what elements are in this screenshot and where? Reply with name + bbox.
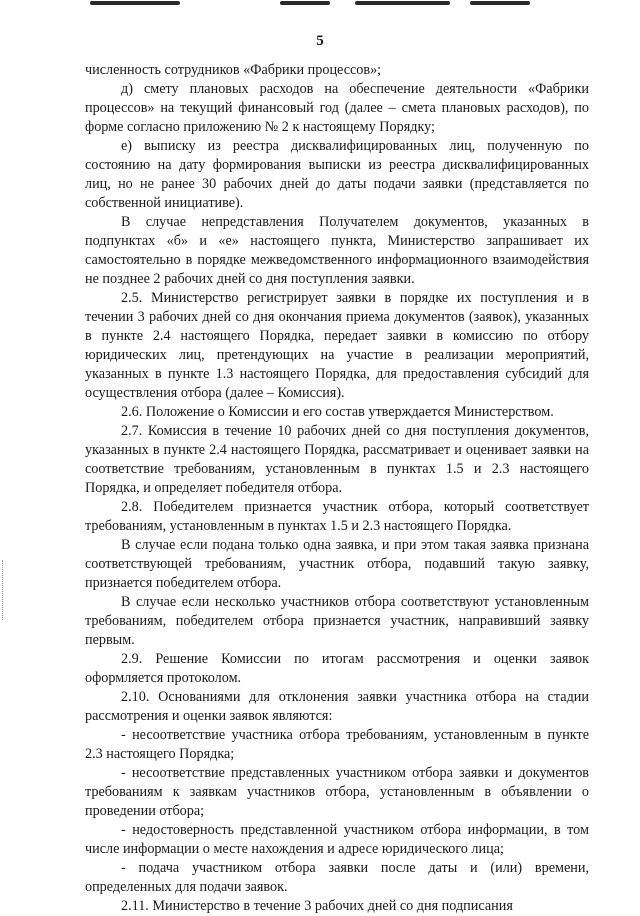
paragraph: 2.5. Министерство регистрирует заявки в порядке их поступления и в течении 3 рабочих дней со дня окончания приема документов (заявок), указанных в пункте 2.4 настоящего Порядка, передает заявки в комиссию по отбору юридических лиц, претендующих на участие в реализации мероприятий, указанных в пункте 1.3 настоящего Порядка, для предоставления субсидий для осуществления отбора (далее – Комиссия). [85, 290, 589, 401]
paragraph: - несоответствие участника отбора требованиям, установленным в пункте 2.3 настоящего Порядка; [85, 727, 589, 762]
paragraph: В случае если несколько участников отбора соответствуют установленным требованиям, победителем отбора признается участник, направивший заявку первым. [85, 594, 589, 648]
paragraph: 2.7. Комиссия в течение 10 рабочих дней со дня поступления документов, указанных в пункте 2.4 настоящего Порядка, рассматривает и оценивает заявки на соответствие требованиям, установленным в пунктах 1.5 и 2.3 настоящего Порядка, и определяет победителя отбора. [85, 423, 589, 496]
paragraph: е) выписку из реестра дисквалифицированных лиц, полученную по состоянию на дату формирования выписки из реестра дисквалифицированных лиц, но не ранее 30 рабочих дней до даты подачи заявки (представляется по собственной инициативе). [85, 138, 589, 211]
scan-margin-artifact [2, 560, 11, 620]
paragraph: - подача участником отбора заявки после даты и (или) времени, определенных для подачи заявок. [85, 860, 589, 895]
paragraph: 2.6. Положение о Комиссии и его состав утверждается Министерством. [121, 404, 554, 420]
paragraph: - несоответствие представленных участником отбора заявки и документов требованиям к заявкам участников отбора, установленным в объявлении о проведении отбора; [85, 765, 589, 819]
paragraph: В случае непредставления Получателем документов, указанных в подпунктах «б» и «е» настоящего пункта, Министерство запрашивает их самостоятельно в порядке межведомственного информационного взаимодействия не позднее 2 рабочих дней со дня поступления заявки. [85, 214, 589, 287]
paragraph: 2.11. Министерство в течение 3 рабочих дней со дня подписания [121, 898, 513, 914]
paragraph: численность сотрудников «Фабрики процессов»; [85, 62, 382, 78]
paragraph: В случае если подана только одна заявка, и при этом такая заявка признана соответствующей требованиям, участник отбора, подавший такую заявку, признается победителем отбора. [85, 537, 589, 591]
paragraph: - недостоверность представленной участником отбора информации, в том числе информации о месте нахождения и адресе юридического лица; [85, 822, 589, 857]
document-body [85, 61, 589, 916]
paragraph: 2.9. Решение Комиссии по итогам рассмотрения и оценки заявок оформляется протоколом. [85, 651, 589, 686]
paragraph: 2.10. Основаниями для отклонения заявки участника отбора на стадии рассмотрения и оценки заявок являются: [85, 689, 589, 724]
paragraph: 2.8. Победителем признается участник отбора, который соответствует требованиям, установленным в пунктах 1.5 и 2.3 настоящего Порядка. [85, 499, 589, 534]
scan-artifact [0, 0, 640, 14]
page-number: 5 [316, 33, 324, 49]
paragraph: д) смету плановых расходов на обеспечение деятельности «Фабрики процессов» на текущий финансовый год (далее – смета плановых расходов), по форме согласно приложению № 2 к настоящему Порядку; [85, 81, 589, 135]
